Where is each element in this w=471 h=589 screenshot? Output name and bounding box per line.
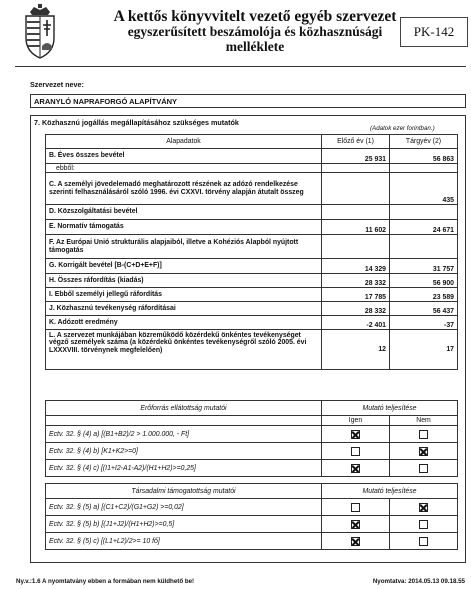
social-header-row (46, 484, 458, 499)
row-curr-value: 17 (390, 330, 458, 370)
row-curr-value (390, 205, 458, 220)
row-prev-value (322, 164, 390, 173)
column-header-base-data: Alapadatok (46, 135, 322, 149)
row-curr-value: 31 757 (390, 259, 458, 274)
row-curr-value: 56 863 (390, 149, 458, 164)
resource-fulfil-header: Mutató teljesítése (322, 401, 458, 416)
indicator-label: Ectv. 32. § (5) c) [(L1+L2)/2>= 10 fő] (46, 533, 322, 550)
indicator-label: Ectv. 32. § (5) a) [(C1+C2)/(G1+G2) >=0,02] (46, 499, 322, 516)
yes-checkbox[interactable] (351, 430, 360, 439)
org-name-label: Szervezet neve: (30, 80, 84, 89)
no-checkbox[interactable] (419, 464, 428, 473)
table-row (46, 149, 458, 164)
row-prev-value: 25 931 (322, 149, 390, 164)
yes-checkbox[interactable] (351, 464, 360, 473)
row-prev-value: 11 602 (322, 220, 390, 235)
row-label: F. Az Európai Unió strukturális alapjaiból, illetve a Kohéziós Alapból nyújtott támogatás (46, 235, 322, 259)
indicator-label: Ectv. 32. § (5) b) [(J1+J2)/(H1+H2)>=0,5] (46, 516, 322, 533)
table-row (46, 288, 458, 302)
no-checkbox[interactable] (419, 447, 428, 456)
table-header-row (46, 135, 458, 149)
yes-checkbox[interactable] (351, 503, 360, 512)
indicator-row (46, 460, 458, 477)
form-code: PK-142 (400, 17, 468, 47)
row-label: H. Összes ráfordítás (kiadás) (46, 274, 322, 288)
header-divider (15, 66, 466, 67)
row-label: C. A személyi jövedelemadó meghatározott részének az adózó rendelkezése szerinti felhasználásáról szóló 1996. évi CXXVI. törvény alapján átutalt összeg (46, 173, 322, 205)
indicator-label: Ectv. 32. § (4) b) [K1+K2>=0] (46, 443, 322, 460)
resource-subheader-row (46, 416, 458, 426)
form-title (105, 8, 405, 55)
table-row (46, 274, 458, 288)
indicator-label: Ectv. 32. § (4) c) [(I1+I2-A1-A2)/(H1+H2)>=0,25] (46, 460, 322, 477)
section-title: 7. Közhasznú jogállás megállapításához szükséges mutatók (34, 118, 239, 127)
social-fulfil-header: Mutató teljesítése (322, 484, 458, 499)
table-row (46, 205, 458, 220)
social-indicators-table (45, 483, 458, 550)
base-data-table (45, 134, 458, 370)
row-prev-value: 28 332 (322, 302, 390, 316)
indicator-row (46, 443, 458, 460)
table-row (46, 302, 458, 316)
table-row (46, 330, 458, 370)
table-row (46, 316, 458, 330)
row-curr-value: 24 671 (390, 220, 458, 235)
yes-checkbox[interactable] (351, 447, 360, 456)
row-label: G. Korrigált bevétel [B-(C+D+E+F)] (46, 259, 322, 274)
footer-version-note: Ny.v.:1.6 A nyomtatvány ebben a formában nem küldhető be! (16, 578, 195, 585)
table-row (46, 259, 458, 274)
row-label: K. Adózott eredmény (46, 316, 322, 330)
row-label: L. A szervezet munkájában közreműködő közérdekű önkéntes tevékenységet végző személyek száma (a közérdekű önkéntes tevékenységről szóló 2005. évi LXXXVIII. törvénynek megfelelően) (46, 330, 322, 370)
column-header-prev-year: Előző év (1) (322, 135, 390, 149)
row-curr-value: 435 (390, 173, 458, 205)
row-label: I. Ebből személyi jellegű ráfordítás (46, 288, 322, 302)
table-row (46, 235, 458, 259)
yes-checkbox[interactable] (351, 537, 360, 546)
row-prev-value (322, 235, 390, 259)
row-prev-value: 28 332 (322, 274, 390, 288)
row-curr-value: 56 437 (390, 302, 458, 316)
row-label: B. Éves összes bevétel (46, 149, 322, 164)
org-name-field: ARANYLÓ NAPRAFORGÓ ALAPÍTVÁNY (30, 94, 466, 108)
no-header: Nem (390, 416, 458, 426)
unit-note: (Adatok ezer forintban.) (370, 125, 435, 132)
row-prev-value (322, 205, 390, 220)
social-title: Társadalmi támogatottság mutatói (46, 484, 322, 499)
no-checkbox[interactable] (419, 503, 428, 512)
row-curr-value: 56 900 (390, 274, 458, 288)
row-curr-value: -37 (390, 316, 458, 330)
no-checkbox[interactable] (419, 430, 428, 439)
indicator-row (46, 499, 458, 516)
footer-print-date: Nyomtatva: 2014.05.13 09.18.55 (372, 578, 465, 585)
indicator-label: Ectv. 32. § (4) a) [(B1+B2)/2 > 1.000.000, - Ft] (46, 426, 322, 443)
row-prev-value: 14 329 (322, 259, 390, 274)
resource-indicators-table (45, 400, 458, 477)
row-label: J. Közhasznú tevékenység ráfordításai (46, 302, 322, 316)
column-header-current-year: Tárgyév (2) (390, 135, 458, 149)
form-title-line1: A kettős könyvvitelt vezető egyéb szervezet (113, 8, 397, 25)
form-title-line2: egyszerűsített beszámolója és közhasznúsági melléklete (127, 24, 383, 54)
row-curr-value (390, 235, 458, 259)
coat-of-arms-logo (20, 4, 60, 60)
no-checkbox[interactable] (419, 520, 428, 529)
no-checkbox[interactable] (419, 537, 428, 546)
row-curr-value (390, 164, 458, 173)
resource-header-row (46, 401, 458, 416)
yes-header: Igen (322, 416, 390, 426)
row-prev-value: 17 785 (322, 288, 390, 302)
table-row (46, 173, 458, 205)
row-prev-value: -2 401 (322, 316, 390, 330)
row-prev-value (322, 173, 390, 205)
indicator-row (46, 516, 458, 533)
indicator-row (46, 533, 458, 550)
row-label: E. Normatív támogatás (46, 220, 322, 235)
resource-title: Erőforrás ellátottság mutatói (46, 401, 322, 416)
table-row (46, 164, 458, 173)
table-row (46, 220, 458, 235)
row-label: ebből: (46, 164, 322, 173)
row-curr-value: 23 589 (390, 288, 458, 302)
row-label: D. Közszolgáltatási bevétel (46, 205, 322, 220)
yes-checkbox[interactable] (351, 520, 360, 529)
indicator-row (46, 426, 458, 443)
row-prev-value: 12 (322, 330, 390, 370)
